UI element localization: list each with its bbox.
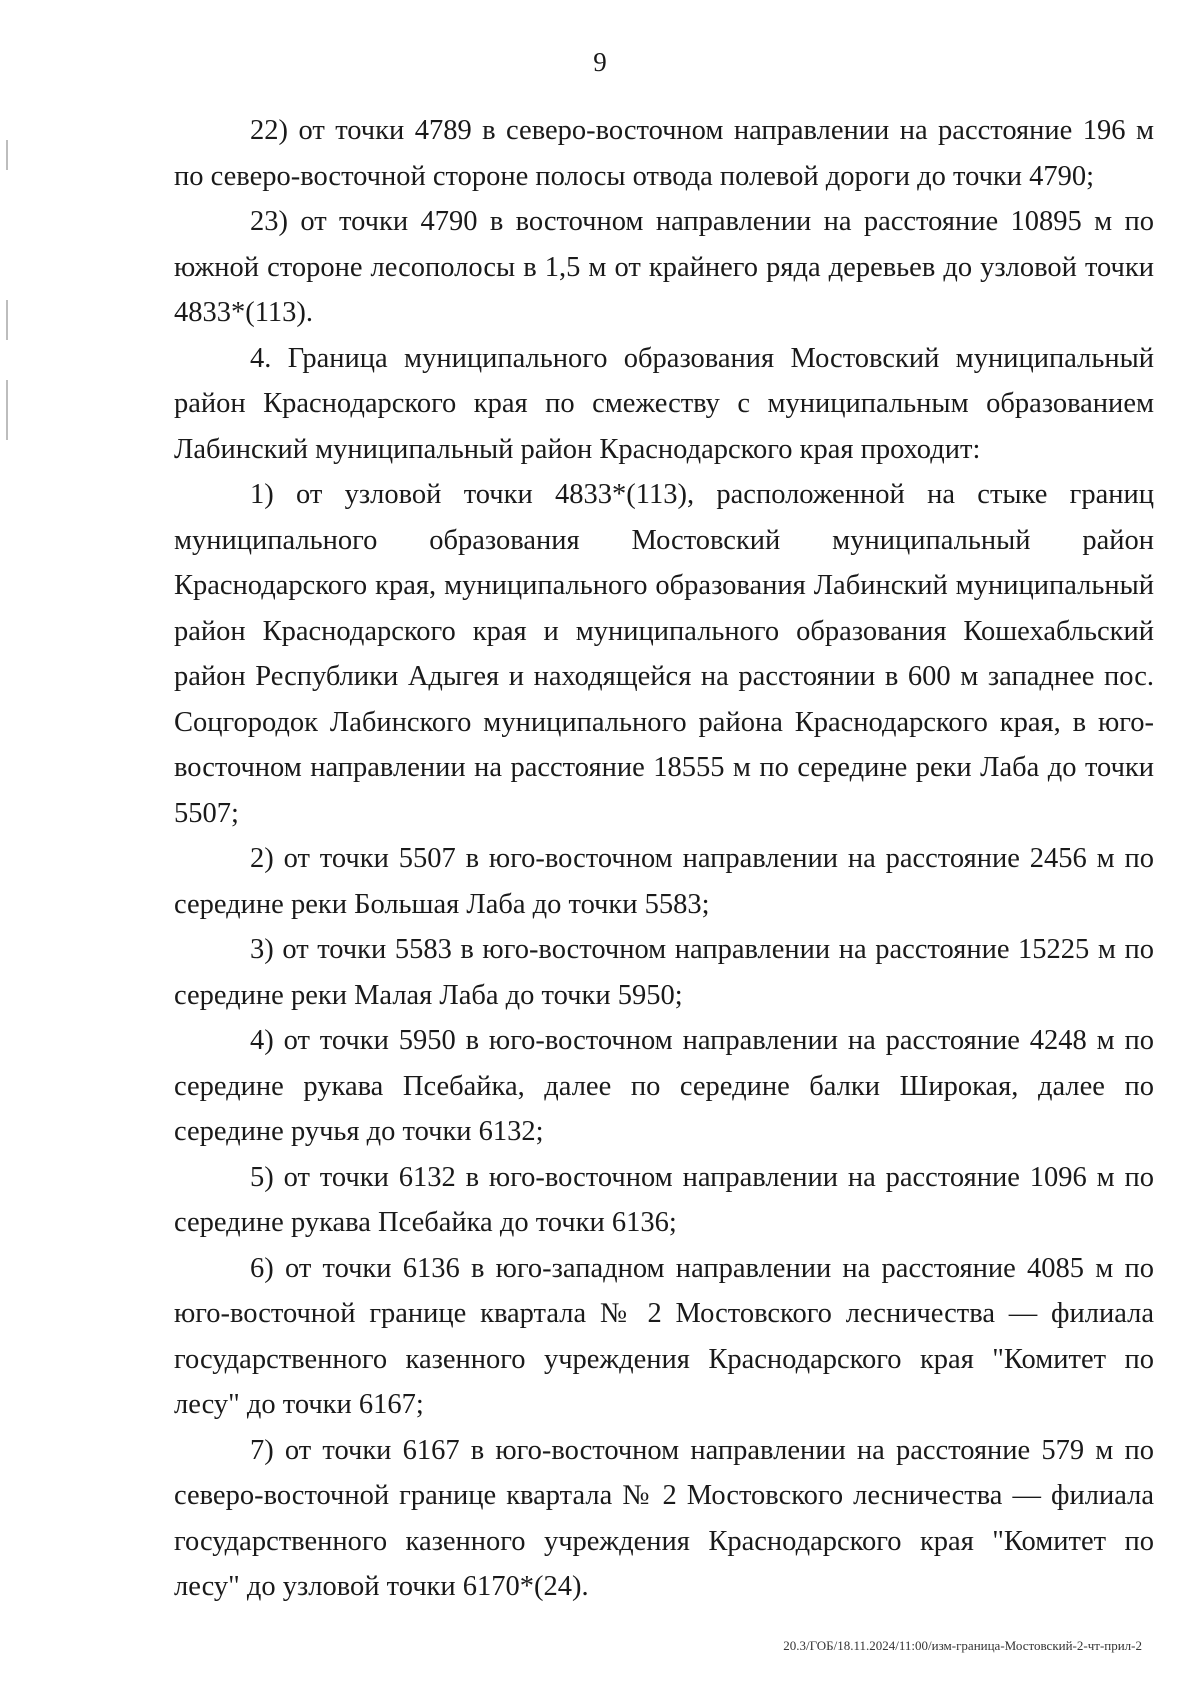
paragraph-item-6: 6) от точки 6136 в юго-западном направлении на расстояние 4085 м по юго-восточной границе квартала № 2 Мостовского лесничества — филиала государственного казенного учреждения Краснодарского края "Комитет по лесу" до точки 6167; (174, 1252, 1154, 1420)
scan-artifact (6, 140, 8, 170)
paragraph-item-1: 1) от узловой точки 4833*(113), расположенной на стыке границ муниципального образования Мостовский муниципальный район Краснодарского края, муниципального образования Лабинский муниципальный район Краснодарского края и муниципального образования Кошехабльский район Республики Адыгея и находящейся на расстоянии в 600 м западнее пос. Соцгородок Лабинского муниципального района Краснодарского края, в юго-восточном направлении на расстояние 18555 м по середине реки Лаба до точки 5507; (174, 479, 1154, 829)
paragraph-item-22: 22) от точки 4789 в северо-восточном направлении на расстояние 196 м по северо-восточной стороне полосы отвода полевой дороги до точки 4790; (174, 115, 1154, 192)
page-number: 9 (593, 47, 607, 77)
paragraph-item-5: 5) от точки 6132 в юго-восточном направлении на расстояние 1096 м по середине рукава Псебайка до точки 6136; (174, 1161, 1154, 1238)
scan-artifact (6, 300, 8, 340)
paragraph-item-2: 2) от точки 5507 в юго-восточном направлении на расстояние 2456 м по середине реки Большая Лаба до точки 5583; (174, 843, 1154, 920)
paragraph-item-4: 4) от точки 5950 в юго-восточном направлении на расстояние 4248 м по середине рукава Псебайка, далее по середине балки Широкая, далее по середине ручья до точки 6132; (174, 1025, 1154, 1147)
scan-artifact (6, 380, 8, 440)
document-footer-code: 20.3/ГОБ/18.11.2024/11:00/изм-граница-Мостовский-2-чт-прил-2 (783, 1638, 1142, 1653)
document-body (174, 108, 1154, 1610)
paragraph-section-4: 4. Граница муниципального образования Мостовский муниципальный район Краснодарского края по смежеству с муниципальным образованием Лабинский муниципальный район Краснодарского края проходит: (174, 342, 1154, 465)
paragraph-item-23: 23) от точки 4790 в восточном направлении на расстояние 10895 м по южной стороне лесополосы в 1,5 м от крайнего ряда деревьев до узловой точки 4833*(113). (174, 206, 1154, 328)
paragraph-item-3: 3) от точки 5583 в юго-восточном направлении на расстояние 15225 м по середине реки Малая Лаба до точки 5950; (174, 934, 1154, 1011)
paragraph-item-7: 7) от точки 6167 в юго-восточном направлении на расстояние 579 м по северо-восточной границе квартала № 2 Мостовского лесничества — филиала государственного казенного учреждения Краснодарского края "Комитет по лесу" до узловой точки 6170*(24). (174, 1434, 1154, 1602)
